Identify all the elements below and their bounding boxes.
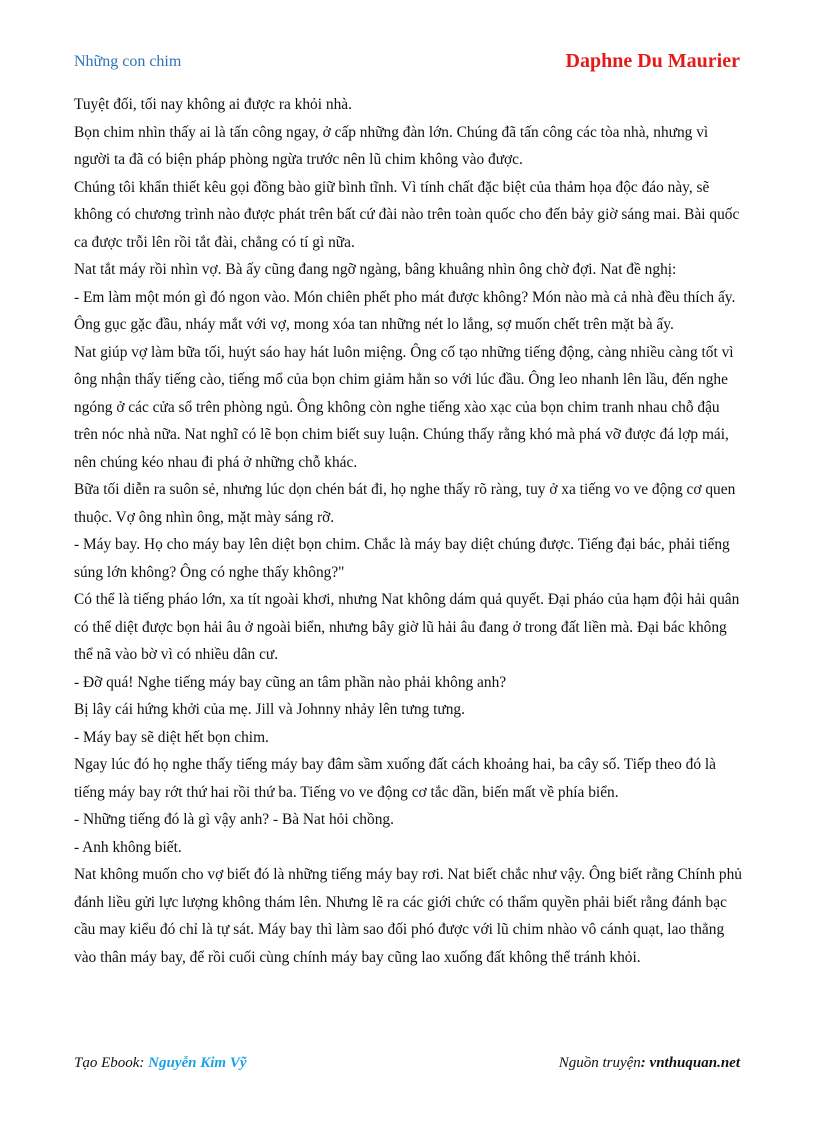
paragraph: Có thể là tiếng pháo lớn, xa tít ngoài khơi, nhưng Nat không dám quả quyết. Đại pháo của hạm đội hải quân có thể diệt được bọn hải âu ở ngoài biển, nhưng bây giờ lũ hải âu đang ở trong đất liền mà. Đại bác không thể nã vào bờ vì có nhiều dân cư. bbox=[74, 591, 740, 663]
paragraph: - Em làm một món gì đó ngon vào. Món chiên phết pho mát được không? Món nào mà cả nhà đều thích ấy. bbox=[74, 288, 736, 306]
source-site: vnthuquan.net bbox=[649, 1055, 740, 1071]
story-body bbox=[74, 91, 742, 971]
paragraph: Bữa tối diễn ra suôn sẻ, nhưng lúc dọn chén bát đi, họ nghe thấy rõ ràng, tuy ở xa tiếng vo ve động cơ quen thuộc. Vợ ông nhìn ông, mặt mày sáng rỡ. bbox=[74, 481, 736, 526]
paragraph: Ông gục gặc đầu, nháy mắt với vợ, mong xóa tan những nét lo lắng, sợ muốn chết trên mặt bà ấy. bbox=[74, 316, 674, 333]
book-title: Những con chim bbox=[74, 53, 182, 70]
paragraph: Tuyệt đối, tối nay không ai được ra khỏi nhà. bbox=[74, 96, 352, 113]
ebook-credit bbox=[74, 1055, 247, 1072]
paragraph: - Đỡ quá! Nghe tiếng máy bay cũng an tâm phần nào phải không anh? bbox=[74, 673, 507, 691]
paragraph: - Anh không biết. bbox=[74, 838, 182, 856]
creator-label: Tạo Ebook bbox=[74, 1055, 140, 1071]
page-header bbox=[74, 50, 740, 76]
creator-name: Nguyễn Kim Vỹ bbox=[148, 1055, 247, 1071]
paragraph: Bọn chim nhìn thấy ai là tấn công ngay, ở cấp những đàn lớn. Chúng đã tấn công các tòa nhà, nhưng vì người ta đã có biện pháp phòng ngừa trước nên lũ chim không vào được. bbox=[74, 123, 709, 168]
paragraph: Chúng tôi khẩn thiết kêu gọi đồng bào giữ bình tĩnh. Vì tính chất đặc biệt của thảm họa độc đáo này, sẽ không có chương trình nào được phát trên bất cứ đài nào trên toàn quốc cho đến bảy giờ sáng mai. Bài quốc ca được trỗi lên rồi tắt đài, chẳng có tí gì nữa. bbox=[74, 178, 740, 251]
source-credit bbox=[559, 1055, 740, 1072]
paragraph: Bị lây cái hứng khởi của mẹ. Jill và Johnny nhảy lên tưng tưng. bbox=[74, 701, 465, 718]
paragraph: - Những tiếng đó là gì vậy anh? - Bà Nat hỏi chồng. bbox=[74, 811, 394, 828]
paragraph: Ngay lúc đó họ nghe thấy tiếng máy bay đâm sầm xuống đất cách khoảng hai, ba cây số. Tiếp theo đó là tiếng máy bay rớt thứ hai rồi thứ ba. Tiếng vo ve động cơ tắc dần, biến mất về phía biển. bbox=[74, 756, 716, 801]
paragraph: - Máy bay sẽ diệt hết bọn chim. bbox=[74, 728, 269, 746]
source-separator: : bbox=[640, 1055, 650, 1071]
source-label: Nguồn truyện bbox=[558, 1055, 641, 1071]
paragraph: Nat tắt máy rồi nhìn vợ. Bà ấy cũng đang ngỡ ngàng, bâng khuâng nhìn ông chờ đợi. Nat đề nghị: bbox=[74, 261, 677, 278]
paragraph: Nat giúp vợ làm bữa tối, huýt sáo hay hát luôn miệng. Ông cố tạo những tiếng động, càng nhiều càng tốt vì ông nhận thấy tiếng cào, tiếng mổ của bọn chim giảm hẳn so với lúc đầu. Ông leo nhanh lên lầu, đến nghe ngóng ở các cửa sổ trên phòng ngủ. Ông không còn nghe tiếng xào xạc của bọn chim tranh nhau chỗ đậu trên nóc nhà nữa. Nat nghĩ có lẽ bọn chim biết suy luận. Chúng thấy rằng khó mà phá vỡ được đá lợp mái, nên chúng kéo nhau đi phá ở những chỗ khác. bbox=[74, 343, 734, 471]
paragraph: Nat không muốn cho vợ biết đó là những tiếng máy bay rơi. Nat biết chắc như vậy. Ông biết rằng Chính phủ đánh liều gửi lực lượng không thám lên. Nhưng lẽ ra các giới chức có thẩm quyền phải biết rằng đánh bạc cầu may kiểu đó chỉ là tự sát. Máy bay thì làm sao đối phó được với lũ chim nhào vô cánh quạt, lao thẳng vào thân máy bay, để rồi cuối cùng chính máy bay cũng lao xuống đất không thể tránh khỏi. bbox=[74, 866, 742, 966]
author-name: Daphne Du Maurier bbox=[565, 50, 740, 72]
paragraph: - Máy bay. Họ cho máy bay lên diệt bọn chim. Chắc là máy bay diệt chúng được. Tiếng đại bác, phải tiếng súng lớn không? Ông có nghe thấy không?" bbox=[74, 536, 730, 581]
creator-separator: : bbox=[139, 1055, 149, 1071]
